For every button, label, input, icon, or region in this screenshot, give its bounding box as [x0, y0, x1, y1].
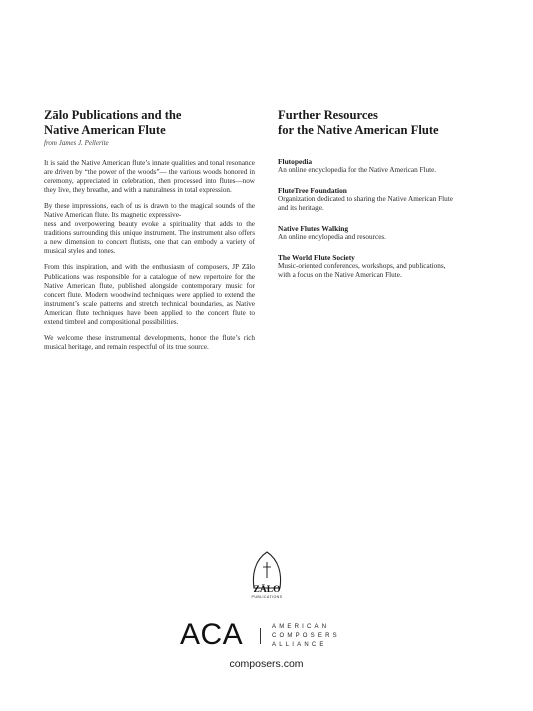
aca-divider: [260, 628, 261, 644]
resource-item-flutetree: [278, 186, 490, 213]
paragraph-2: By these impressions, each of us is drawn to the magical sounds of the Native American flute. Its magnetic expressive- ness and overpowering beauty evoke a spirituality that adds to the traditions surrounding this unique instrument. The instrument also offers a new dimension to concert flutists, one that can embody a variety of musical styles and tones.: [44, 202, 255, 256]
resource-name: Native Flutes Walking: [278, 224, 349, 234]
aca-line-american: AMERICAN: [272, 624, 330, 630]
left-title-line1: Zālo Publications and the: [44, 108, 182, 122]
paragraph-1: It is said the Native American flute’s innate qualities and tonal resonance are driven by “the power of the woods”— the various woods honored in ceremony, appreciated in celebration, then processed into flutes—now they live, they breathe, and with a naturalness in total expression.: [44, 159, 255, 195]
resource-description: Music-oriented conferences, workshops, and publications, with a focus on the Native American Flute.: [278, 262, 446, 280]
right-title-line1: Further Resources: [278, 108, 378, 122]
resource-description: An online encyclopedia for the Native American Flute.: [278, 166, 437, 174]
left-title: [44, 108, 255, 138]
aca-line-composers: COMPOSERS: [272, 633, 340, 639]
resource-description: Organization dedicated to sharing the Native American Flute and its heritage.: [278, 195, 453, 213]
resource-name: The World Flute Society: [278, 253, 355, 263]
zalo-publications-logo: [245, 550, 289, 602]
right-title: [278, 108, 490, 138]
resource-item-native-flutes-walking: [278, 224, 490, 242]
resource-name: FluteTree Foundation: [278, 186, 347, 196]
resource-item-flutopedia: [278, 157, 490, 175]
aca-name-lines: [272, 623, 340, 650]
resource-item-world-flute-society: [278, 253, 490, 280]
right-title-line2: for the Native American Flute: [278, 123, 439, 137]
left-title-line2: Native American Flute: [44, 123, 166, 137]
left-column: [44, 108, 255, 352]
aca-logo: [180, 620, 360, 660]
byline: from James J. Pellerite: [44, 139, 109, 147]
paragraph-4: We welcome these instrumental developments, honor the flute’s rich musical heritage, and remain respectful of its true source.: [44, 333, 255, 351]
aca-line-alliance: ALLIANCE: [272, 642, 327, 648]
zalo-subtext: PUBLICATIONS: [251, 595, 283, 599]
aca-mark: ACA: [180, 618, 244, 651]
resource-list: [278, 157, 490, 280]
resource-description: An online encylopedia and resources.: [278, 233, 386, 242]
resource-name: Flutopedia: [278, 157, 313, 166]
website-link[interactable]: composers.com: [229, 658, 304, 670]
paragraph-3: From this inspiration, and with the enthusiasm of composers, JP Zālo Publications was responsible for a catalogue of new repertoire for the Native American flute, published alongside contemporary music for concert flute. Modern woodwind techniques were applied to extend the instrument’s scale patterns and stretch technical boundaries, as Native American flute techniques have been applied to the concert flute to extend timbrel and compositional possibilities.: [44, 263, 255, 326]
zalo-wordmark: ZĀLO: [253, 585, 281, 595]
right-column: [278, 108, 490, 280]
